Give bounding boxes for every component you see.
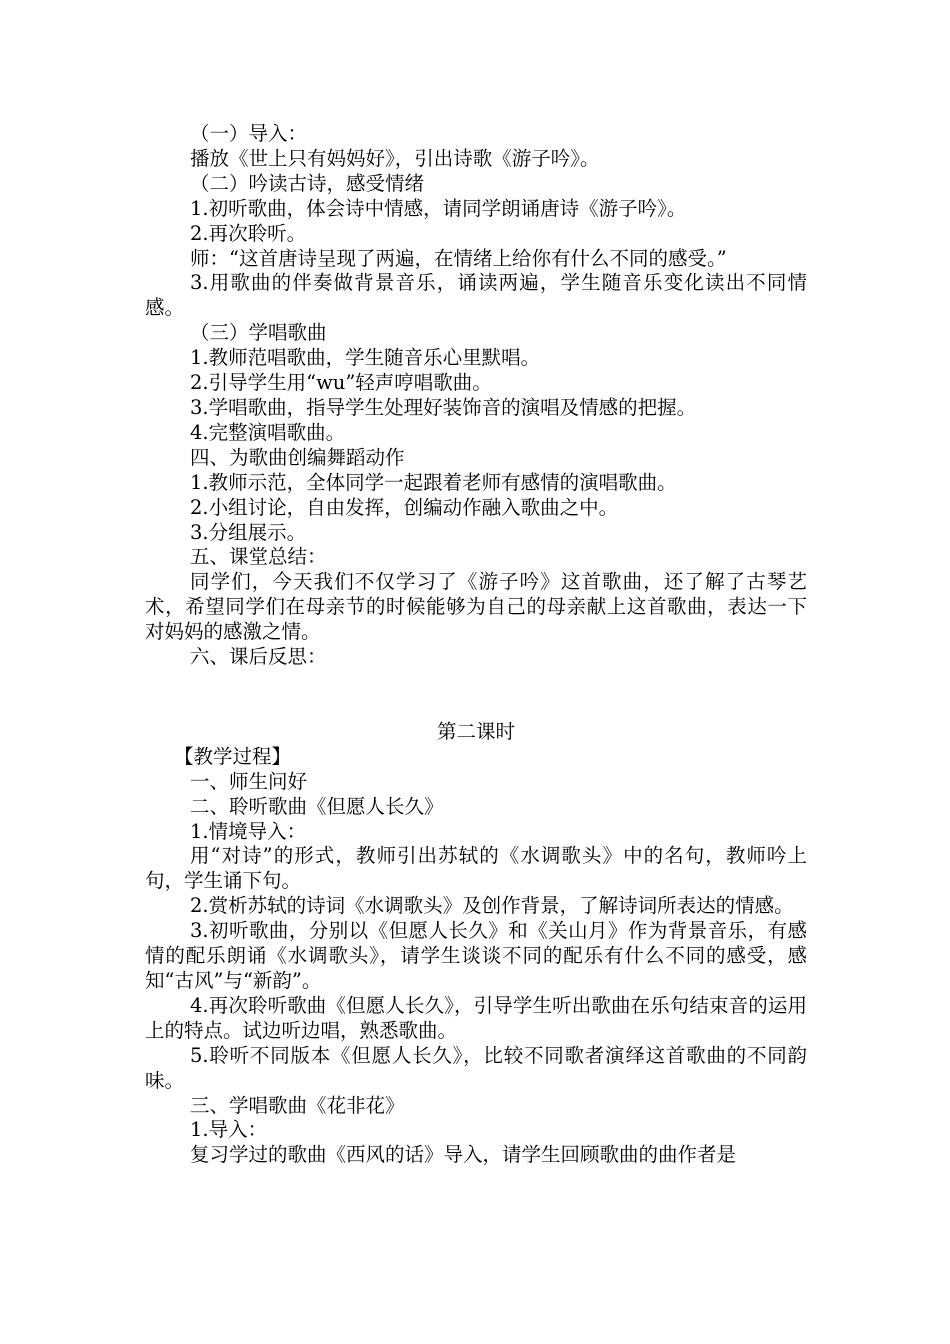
- paragraph: 复习学过的歌曲《西风的话》导入，请学生回顾歌曲的曲作者是: [190, 1143, 737, 1167]
- lesson2-section: [145, 745, 807, 1168]
- paragraph: 3.用歌曲的伴奏做背景音乐，诵读两遍，学生随音乐变化读出不同情感。: [145, 271, 807, 320]
- subheading-dance: 四、为歌曲创编舞蹈动作: [190, 445, 405, 469]
- paragraph: 1.初听歌曲，体会诗中情感，请同学朗诵唐诗《游子吟》。: [190, 196, 687, 220]
- subheading-recite: （二）吟读古诗，感受情绪: [190, 171, 425, 195]
- paragraph: 3.分组展示。: [190, 520, 307, 544]
- paragraph: 5.聆听不同版本《但愿人长久》，比较不同歌者演绎这首歌曲的不同韵味。: [145, 1043, 807, 1092]
- paragraph: 4.再次聆听歌曲《但愿人长久》，引导学生听出歌曲在乐句结束音的运用上的特点。试边听边唱，熟悉歌曲。: [145, 993, 807, 1042]
- subheading-reflection: 六、课后反思：: [190, 645, 327, 669]
- subheading-summary: 五、课堂总结：: [190, 545, 327, 569]
- subheading-listen-song: 二、聆听歌曲《但愿人长久》: [190, 794, 444, 818]
- paragraph: 2.赏析苏轼的诗词《水调歌头》及创作背景，了解诗词所表达的情感。: [190, 894, 794, 918]
- paragraph: 4.完整演唱歌曲。: [190, 420, 346, 444]
- paragraph: 2.引导学生用“wu”轻声哼唱歌曲。: [190, 371, 492, 395]
- section-spacer: [145, 670, 807, 720]
- paragraph: 1.导入：: [190, 1118, 268, 1142]
- subheading-learn-huafeihua: 三、学唱歌曲《花非花》: [190, 1093, 405, 1117]
- paragraph: 同学们，今天我们不仅学习了《游子吟》这首歌曲，还了解了古琴艺术，希望同学们在母亲节的时候能够为自己的母亲献上这首歌曲，表达一下对妈妈的感激之情。: [145, 570, 807, 644]
- paragraph: 3.学唱歌曲，指导学生处理好装饰音的演唱及情感的把握。: [190, 395, 697, 419]
- subheading-intro: （一）导入：: [190, 122, 308, 145]
- paragraph: 2.再次聆听。: [190, 221, 307, 245]
- paragraph: 1.情境导入：: [190, 819, 307, 843]
- paragraph: 2.小组讨论，自由发挥，创编动作融入歌曲之中。: [190, 495, 619, 519]
- subheading-greeting: 一、师生问好: [190, 769, 308, 793]
- paragraph: 3.初听歌曲，分别以《但愿人长久》和《关山月》作为背景音乐，有感情的配乐朗诵《水调歌头》，请学生谈谈不同的配乐有什么不同的感受，感知“古风”与“新韵”。: [145, 919, 807, 992]
- paragraph: 用“对诗”的形式，教师引出苏轼的《水调歌头》中的名句，教师吟上句，学生诵下句。: [145, 844, 807, 893]
- document-page: [145, 122, 807, 1168]
- lesson2-title: 第二课时: [436, 719, 515, 743]
- paragraph: 师：“这首唐诗呈现了两遍，在情绪上给你有什么不同的感受。”: [190, 246, 727, 270]
- paragraph: 播放《世上只有妈妈好》，引出诗歌《游子吟》。: [190, 146, 600, 170]
- paragraph: 1.教师示范，全体同学一起跟着老师有感情的演唱歌曲。: [190, 470, 677, 494]
- subheading-learn-song: （三）学唱歌曲: [190, 321, 327, 345]
- lesson1-section: [145, 122, 807, 670]
- paragraph: 1.教师范唱歌曲，学生随音乐心里默唱。: [190, 346, 541, 370]
- subheading-teaching-process: 【教学过程】: [174, 744, 292, 768]
